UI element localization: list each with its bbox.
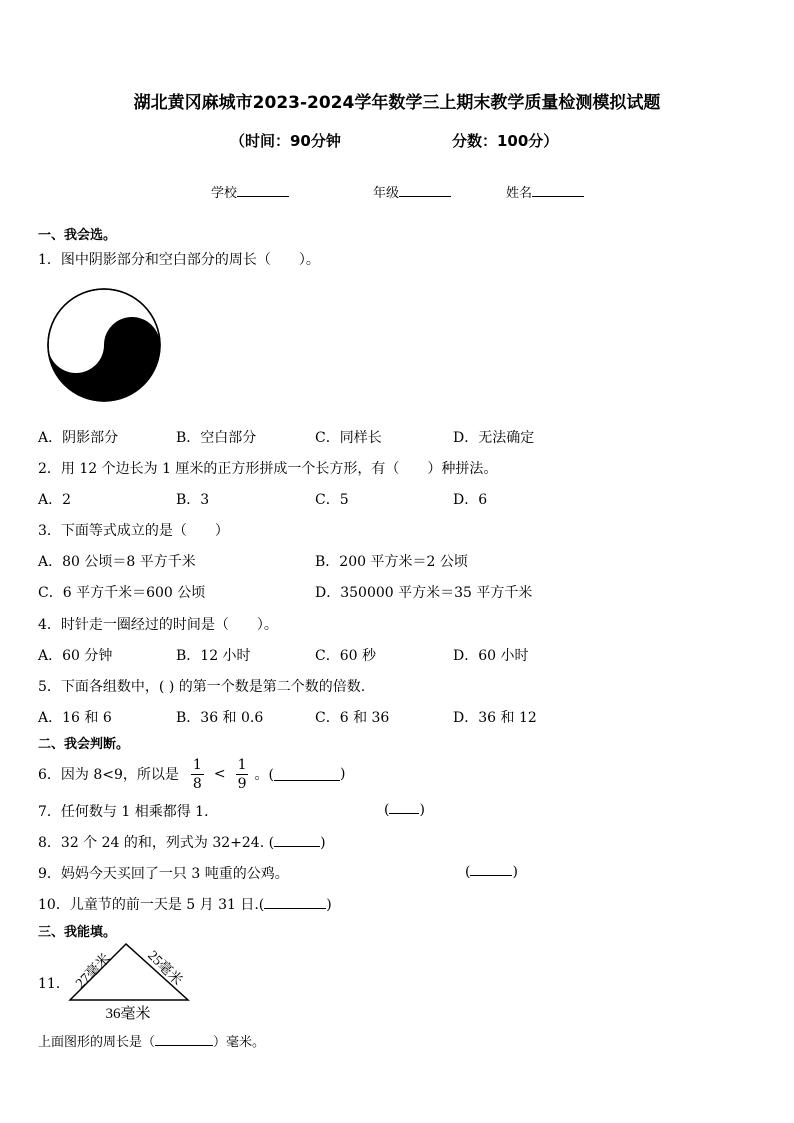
q2-option-c: C．5 [315,492,349,508]
school-label: 学校 [211,186,238,201]
q5-option-d: D．36 和 12 [453,710,537,726]
paren-close: ) [419,802,425,818]
question-8 [38,832,326,852]
q6-prefix: 6．因为 8<9，所以是 [38,767,179,783]
question-1: 1．图中阴影部分和空白部分的周长（ ）。 [38,252,320,268]
q6-answer-open: 。( [254,767,274,783]
triangle-side-left-label: 27毫米 [73,951,114,992]
q4-option-d: D．60 小时 [453,648,529,664]
q3-option-d: D．350000 平方米＝35 平方千米 [315,585,533,601]
less-than-sign: < [213,766,226,782]
q2-option-a: A．2 [38,492,72,508]
q1-option-c: C．同样长 [315,430,382,446]
yin-yang-figure [46,287,162,403]
grade-field [373,182,451,201]
q5-option-c: C．6 和 36 [315,710,390,726]
paren-open: ( [268,835,275,851]
name-label: 姓名 [506,186,533,201]
section-heading-judge: 二、我会判断。 [38,737,130,752]
question-3: 3．下面等式成立的是（ ） [38,523,229,539]
q8-text: 8．32 个 24 的和，列式为 32+24. [38,835,265,851]
q9-answer[interactable] [465,863,518,880]
q5-option-b: B．36 和 0.6 [176,710,264,726]
page-title: 湖北黄冈麻城市2023-2024学年数学三上期末教学质量检测模拟试题 [133,93,661,113]
fraction-one-eighth [191,756,204,793]
school-field [211,182,289,201]
triangle-side-right-label: 25毫米 [144,948,185,989]
q7-answer-blank[interactable] [389,801,419,814]
paren-close: ) [326,897,332,913]
school-blank [237,184,289,197]
q7-answer[interactable] [384,801,425,818]
section-heading-choice: 一、我会选。 [38,228,117,243]
q1-option-b: B．空白部分 [176,430,257,446]
question-11-number: 11． [38,976,70,992]
paren-close: ) [512,864,518,880]
question-10 [38,894,332,914]
q4-option-c: C．60 秒 [315,648,376,664]
triangle-figure [62,940,196,1024]
q10-text: 10．儿童节的前一天是 5 月 31 日. [38,897,259,913]
q3-option-b: B．200 平方米＝2 公顷 [315,554,468,570]
q11-text-close: ）毫米。 [213,1035,266,1050]
fraction-denominator: 9 [237,775,247,792]
question-4: 4．时针走一圈经过的时间是（ ）。 [38,617,278,633]
exam-score: 分数：100分） [452,132,559,150]
fraction-numerator: 1 [237,756,247,773]
q4-option-b: B．12 小时 [176,648,251,664]
q3-option-c: C．6 平方千米＝600 公顷 [38,585,206,601]
q8-answer-blank[interactable] [274,834,320,847]
fraction-denominator: 8 [192,775,202,792]
q1-option-d: D．无法确定 [453,430,535,446]
question-9: 9．妈妈今天买回了一只 3 吨重的公鸡。 [38,866,289,882]
q11-answer-blank[interactable] [155,1033,213,1046]
question-7: 7．任何数与 1 相乘都得 1． [38,804,219,820]
paren-open: ( [384,802,390,818]
name-blank [532,184,584,197]
section-heading-fill: 三、我能填。 [38,925,117,940]
q5-option-a: A．16 和 6 [38,710,112,726]
q10-answer-blank[interactable] [264,896,326,909]
q9-answer-blank[interactable] [470,863,512,876]
paren-open: ( [258,897,265,913]
q6-answer-close: ) [339,766,346,782]
question-5: 5．下面各组数中，( ) 的第一个数是第二个数的倍数. [38,679,366,695]
exam-time: （时间：90分钟 [230,132,341,150]
q4-option-a: A．60 分钟 [38,648,113,664]
triangle-base-label: 36毫米 [105,1006,151,1022]
paren-close: ) [320,835,326,851]
q11-text-open: 上面图形的周长是（ [38,1035,156,1050]
grade-label: 年级 [373,186,400,201]
q3-option-a: A．80 公顷＝8 平方千米 [38,554,196,570]
q2-option-d: D．6 [453,492,488,508]
question-2: 2．用 12 个边长为 1 厘米的正方形拼成一个长方形，有（ ）种拼法。 [38,461,498,477]
fraction-numerator: 1 [192,756,202,773]
q1-option-a: A．阴影部分 [38,430,119,446]
question-6 [38,754,345,794]
q6-answer-blank[interactable] [274,768,340,781]
q2-option-b: B．3 [176,492,210,508]
fraction-one-ninth [236,756,249,793]
grade-blank [399,184,451,197]
question-11 [38,1031,265,1050]
paren-open: ( [465,864,471,880]
name-field [506,182,584,201]
